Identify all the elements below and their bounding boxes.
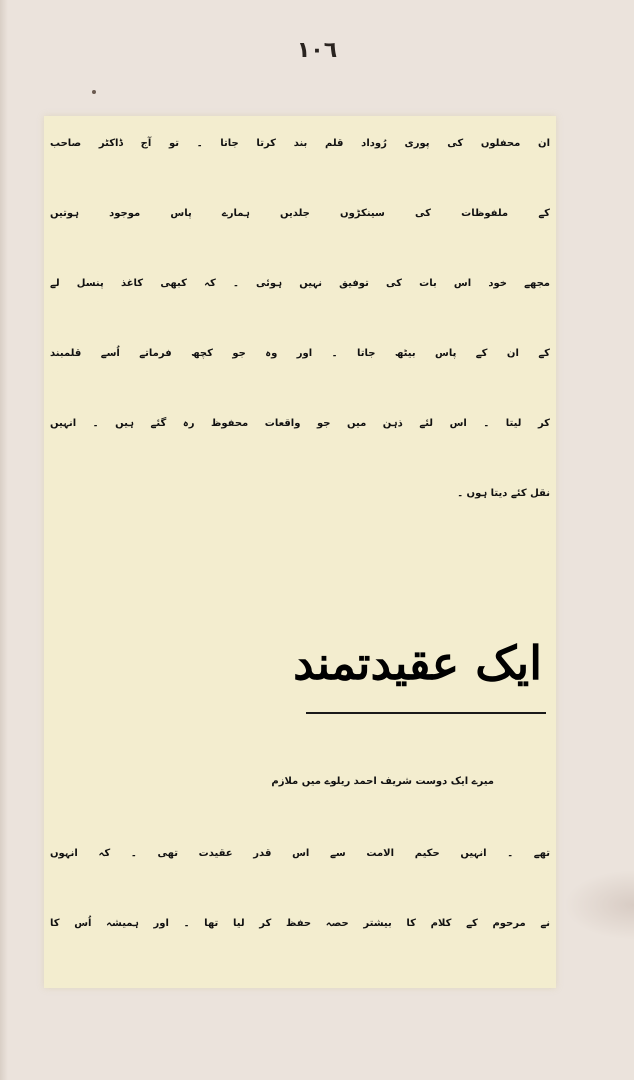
page-edge xyxy=(0,0,8,1080)
paragraph-1-line-1: ان محفلوں کی پوری رُوداد قلم بند کرتا جاتا ۔ تو آج ڈاکٹر صاحب xyxy=(50,138,550,149)
paragraph-2-line-3: نے مرحوم کے کلام کا بیشتر حصہ حفظ کر لیا تھا ۔ اور ہمیشہ اُس کا xyxy=(50,918,550,929)
paragraph-1-line-5: کر لیتا ۔ اس لئے ذہن میں جو واقعات محفوظ رہ گئے ہیں ۔ انہیں xyxy=(50,418,550,429)
paragraph-1-line-6: نقل کئے دیتا ہوں ۔ xyxy=(457,488,550,499)
paragraph-2-line-1: میرے ایک دوست شریف احمد ریلوے میں ملازم xyxy=(271,776,494,787)
heading-underline xyxy=(306,712,546,714)
page-shadow xyxy=(564,870,634,940)
paragraph-1-line-3: مجھے خود اس بات کی توفیق نہیں ہوئی ۔ کہ کبھی کاغذ پنسل لے xyxy=(50,278,550,289)
paragraph-2-line-2: تھے ۔ انہیں حکیم الامت سے اس قدر عقیدت تھی ۔ کہ انہوں xyxy=(50,848,550,859)
page-number: ١٠٦ xyxy=(296,38,338,63)
paragraph-1-line-2: کے ملفوظات کی سینکڑوں جلدیں ہمارے پاس موجود ہوتیں xyxy=(50,208,550,219)
text-block xyxy=(44,116,556,988)
section-heading: ایک عقیدتمند xyxy=(293,636,542,690)
paragraph-1-line-4: کے ان کے پاس بیٹھ جاتا ۔ اور وہ جو کچھ فرماتے اُسے قلمبند xyxy=(50,348,550,359)
ink-dot xyxy=(92,90,96,94)
